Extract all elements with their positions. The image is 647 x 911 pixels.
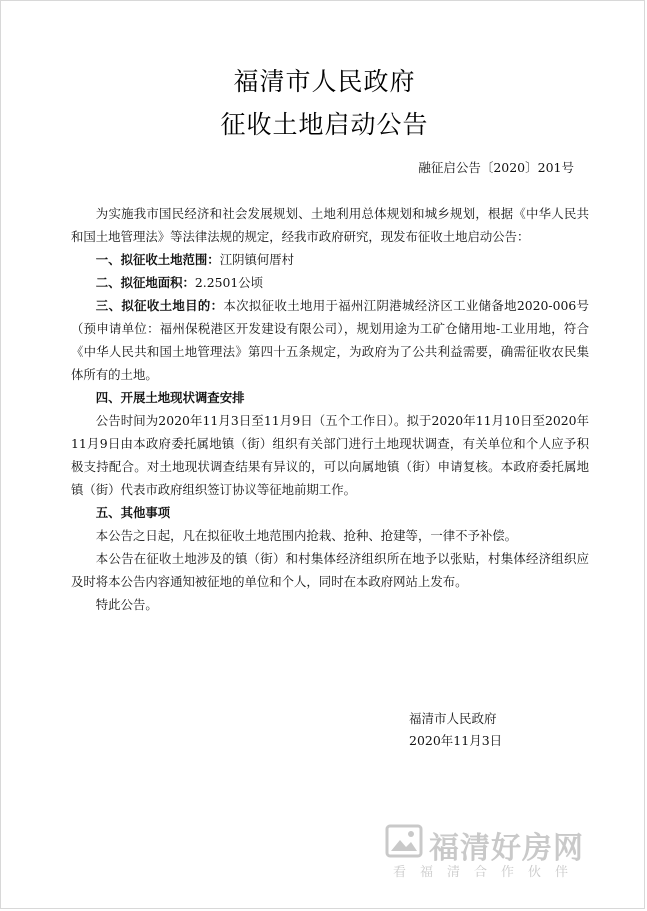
watermark-main-text: 福清好房网 <box>429 831 584 866</box>
section-5-heading-line <box>71 501 589 524</box>
section-1 <box>71 248 589 271</box>
section-2-text: 2.2501公顷 <box>194 275 264 290</box>
picture-frame-icon <box>385 823 423 859</box>
signature-issuer: 福清市人民政府 <box>409 711 497 726</box>
section-3-text: 本次拟征收土地用于福州江阴港城经济区工业储备地2020-006号（预申请单位：福州保税港区开发建设有限公司），规划用途为工矿仓储用地-工业用地，符合《中华人民共和国土地管理法》第四十五条规定，为政府为了公共利益需要，确需征收农民集体所有的土地。 <box>71 298 590 382</box>
document-number: 融征启公告〔2020〕201号 <box>418 160 574 175</box>
document-body <box>71 202 589 616</box>
section-1-heading: 一、拟征收土地范围： <box>95 252 220 267</box>
section-5-text-1: 本公告之日起，凡在拟征收土地范围内抢栽、抢种、抢建等，一律不予补偿。 <box>95 528 518 543</box>
section-5-heading: 五、其他事项 <box>95 505 171 520</box>
section-5-text-2: 本公告在征收土地涉及的镇（街）和村集体经济组织所在地予以张贴，村集体经济组织应及时将本公告内容通知被征地的单位和个人，同时在本政府网站上发布。 <box>71 551 589 589</box>
section-1-text: 江阴镇何厝村 <box>219 252 295 267</box>
watermark-sub-text: 看福清合作伙伴 <box>393 865 583 880</box>
section-3 <box>71 294 589 386</box>
section-4-heading-line <box>71 386 589 409</box>
signature-date: 2020年11月3日 <box>409 733 503 748</box>
section-3-heading: 三、拟征收土地目的： <box>95 298 224 313</box>
watermark <box>385 823 615 883</box>
section-2 <box>71 271 589 294</box>
intro-paragraph: 为实施我市国民经济和社会发展规划、土地利用总体规划和城乡规划，根据《中华人民共和国土地管理法》等法律法规的规定，经我市政府研究，现发布征收土地启动公告： <box>71 206 589 244</box>
section-4-text: 公告时间为2020年11月3日至11月9日（五个工作日）。拟于2020年11月10日至2020年11月9日由本政府委托属地镇（街）组织有关部门进行土地现状调查，有关单位和个人应予积极支持配合。对土地现状调查结果有异议的，可以向属地镇（街）申请复核。本政府委托属地镇（街）代表市政府组织签订协议等征地前期工作。 <box>71 413 589 497</box>
section-2-heading: 二、拟征地面积： <box>95 275 195 290</box>
section-4-heading: 四、开展土地现状调查安排 <box>95 390 245 405</box>
document-title-line2: 征收土地启动公告 <box>220 110 429 139</box>
closing-line: 特此公告。 <box>95 597 158 612</box>
document-title-line1: 福清市人民政府 <box>233 67 416 96</box>
